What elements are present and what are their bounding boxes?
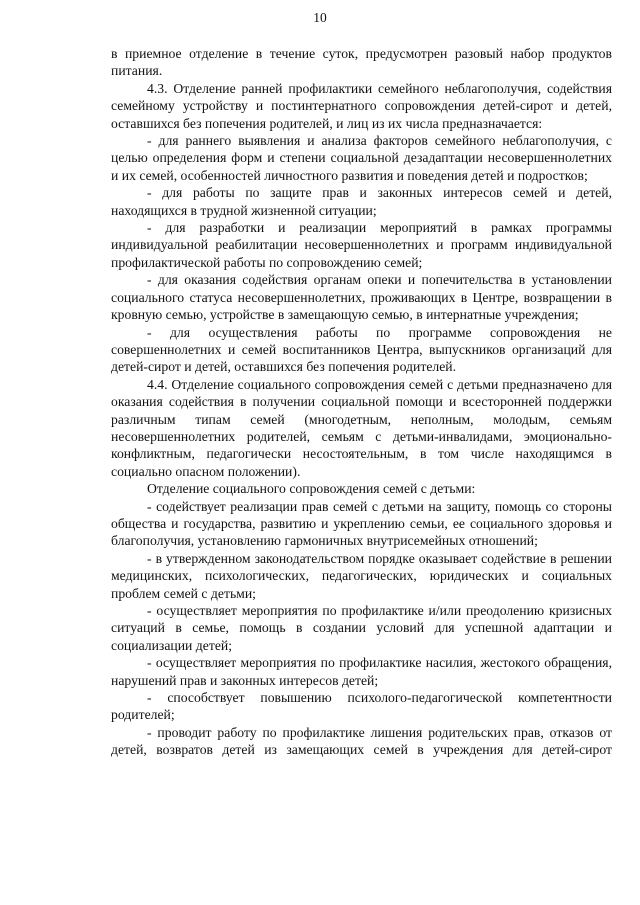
paragraph: - для разработки и реализации мероприятий в рамках программы индивидуальной реабилитации несовершеннолетних и программ индивидуальной профилактической работы по сопровождению семей; (111, 220, 612, 270)
paragraph: - для раннего выявления и анализа факторов семейного неблагополучия, с целью определения форм и степени социальной дезадаптации несовершеннолетних и их семей, особенностей личностного развития и поведения детей и подростков; (111, 133, 612, 183)
paragraph: - осуществляет мероприятия по профилактике и/или преодолению кризисных ситуаций в семье, помощь в создании условий для успешной адаптации и социализации детей; (111, 603, 612, 653)
paragraph: Отделение социального сопровождения семей с детьми: (147, 481, 476, 497)
paragraph: - для оказания содействия органам опеки и попечительства в установлении социального статуса несовершеннолетних, проживающих в Центре, возвращении в кровную семью, устройстве в замещающую семью, в интернатные учреждения; (111, 272, 612, 323)
paragraph: - в утвержденном законодательством порядке оказывает содействие в решении медицинских, психологических, педагогических, юридических и социальных проблем семей с детьми; (111, 550, 612, 601)
paragraph: - способствует повышению психолого-педагогической компетентности родителей; (111, 690, 612, 723)
paragraph: - осуществляет мероприятия по профилактике насилия, жестокого обращения, нарушений прав и законных интересов детей; (111, 655, 612, 688)
paragraph: - для работы по защите прав и законных интересов семей и детей, находящихся в трудной жизненной ситуации; (111, 185, 612, 218)
paragraph: в приемное отделение в течение суток, предусмотрен разовый набор продуктов питания. (111, 46, 612, 79)
paragraph: - проводит работу по профилактике лишения родительских прав, отказов от детей, возвратов детей из замещающих семей в учреждения для детей-сирот (111, 724, 612, 758)
paragraph: - содействует реализации прав семей с детьми на защиту, помощь со стороны общества и государства, развитию и укреплению семьи, ее социального здоровья и благополучия, установлению гармоничных внутрисемейных отношений; (111, 498, 612, 549)
paragraph: 4.3. Отделение ранней профилактики семейного неблагополучия, содействия семейному устройству и постинтернатного сопровождения детей-сирот и детей, оставшихся без попечения родителей, и лиц из их числа предназначается: (111, 80, 612, 131)
paragraph: - для осуществления работы по программе сопровождения не совершеннолетних и семей воспитанников Центра, выпускников организаций для детей-сирот и детей, оставшихся без попечения родителей. (111, 324, 612, 375)
document-body (111, 45, 612, 759)
paragraph: 4.4. Отделение социального сопровождения семей с детьми предназначено для оказания содействия в получении социальной помощи и всесторонней поддержки различным типам семей (многодетным, неполным, молодым, семьям несовершеннолетних родителей, семьям с детьми-инвалидами, эмоционально-конфликтным, педагогически несостоятельным, в том числе находящимся в социально опасном положении). (111, 376, 612, 479)
page-number: 10 (313, 10, 327, 25)
